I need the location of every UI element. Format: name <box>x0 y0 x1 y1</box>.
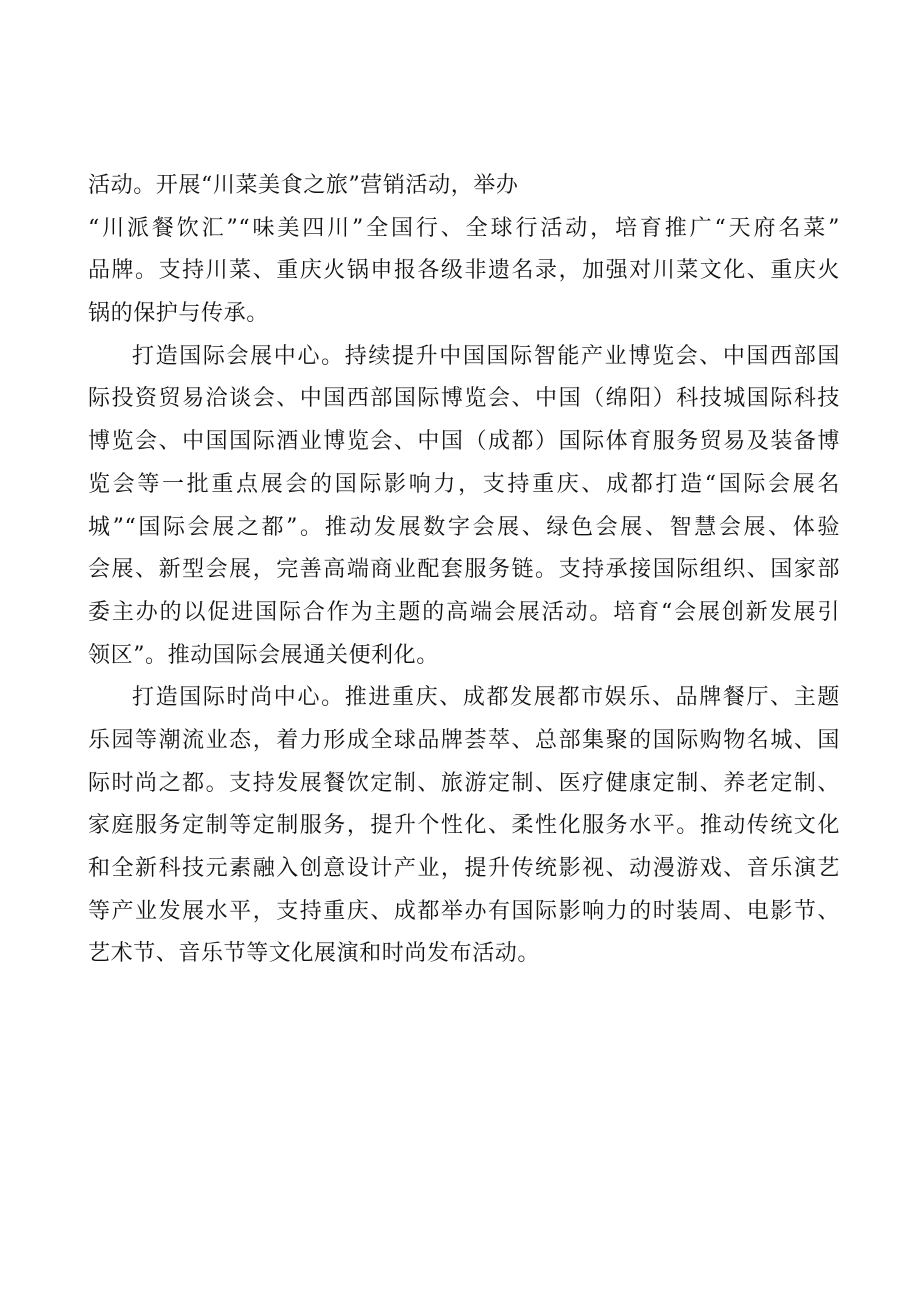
paragraph-line: 际投资贸易洽谈会、中国西部国际博览会、中国（绵阳）科技城国际科技 <box>88 386 840 412</box>
paragraph-line: 等产业发展水平，支持重庆、成都举办有国际影响力的时装周、电影节、 <box>88 898 840 924</box>
paragraph-line: 品牌。支持川菜、重庆火锅申报各级非遗名录，加强对川菜文化、重庆火 <box>88 258 840 284</box>
paragraph-first-line: 打造国际时尚中心。推进重庆、成都发展都市娱乐、品牌餐厅、主题 <box>132 685 840 711</box>
document-body <box>88 165 840 976</box>
paragraph-sichuan-cuisine <box>88 165 840 336</box>
paragraph-line: 活动。开展“川菜美食之旅”营销活动，举办 <box>88 173 519 198</box>
paragraph-line: 际时尚之都。支持发展餐饮定制、旅游定制、医疗健康定制、养老定制、 <box>88 770 840 796</box>
paragraph-line: “川派餐饮汇”“味美四川”全国行、全球行活动，培育推广“天府名菜” <box>88 215 840 241</box>
paragraph-line: 艺术节、音乐节等文化展演和时尚发布活动。 <box>88 941 541 967</box>
paragraph-line: 委主办的以促进国际合作为主题的高端会展活动。培育“会展创新发展引 <box>88 599 840 625</box>
paragraph-first-line: 打造国际会展中心。持续提升中国国际智能产业博览会、中国西部国 <box>132 343 840 369</box>
paragraph-line: 锅的保护与传承。 <box>88 301 269 327</box>
paragraph-line: 乐园等潮流业态，着力形成全球品牌荟萃、总部集聚的国际购物名城、国 <box>88 727 840 753</box>
paragraph-line: 家庭服务定制等定制服务，提升个性化、柔性化服务水平。推动传统文化 <box>88 813 840 839</box>
paragraph-line: 博览会、中国国际酒业博览会、中国（成都）国际体育服务贸易及装备博 <box>88 429 840 455</box>
paragraph-line: 领区”。推动国际会展通关便利化。 <box>88 642 439 668</box>
paragraph-line: 城”“国际会展之都”。推动发展数字会展、绿色会展、智慧会展、体验 <box>88 514 840 540</box>
paragraph-line: 和全新科技元素融入创意设计产业，提升传统影视、动漫游戏、音乐演艺 <box>88 856 840 881</box>
paragraph-line: 览会等一批重点展会的国际影响力，支持重庆、成都打造“国际会展名 <box>88 471 840 497</box>
paragraph-exhibition-center <box>88 336 840 678</box>
paragraph-line: 会展、新型会展，完善高端商业配套服务链。支持承接国际组织、国家部 <box>88 557 840 583</box>
paragraph-fashion-center <box>88 677 840 976</box>
